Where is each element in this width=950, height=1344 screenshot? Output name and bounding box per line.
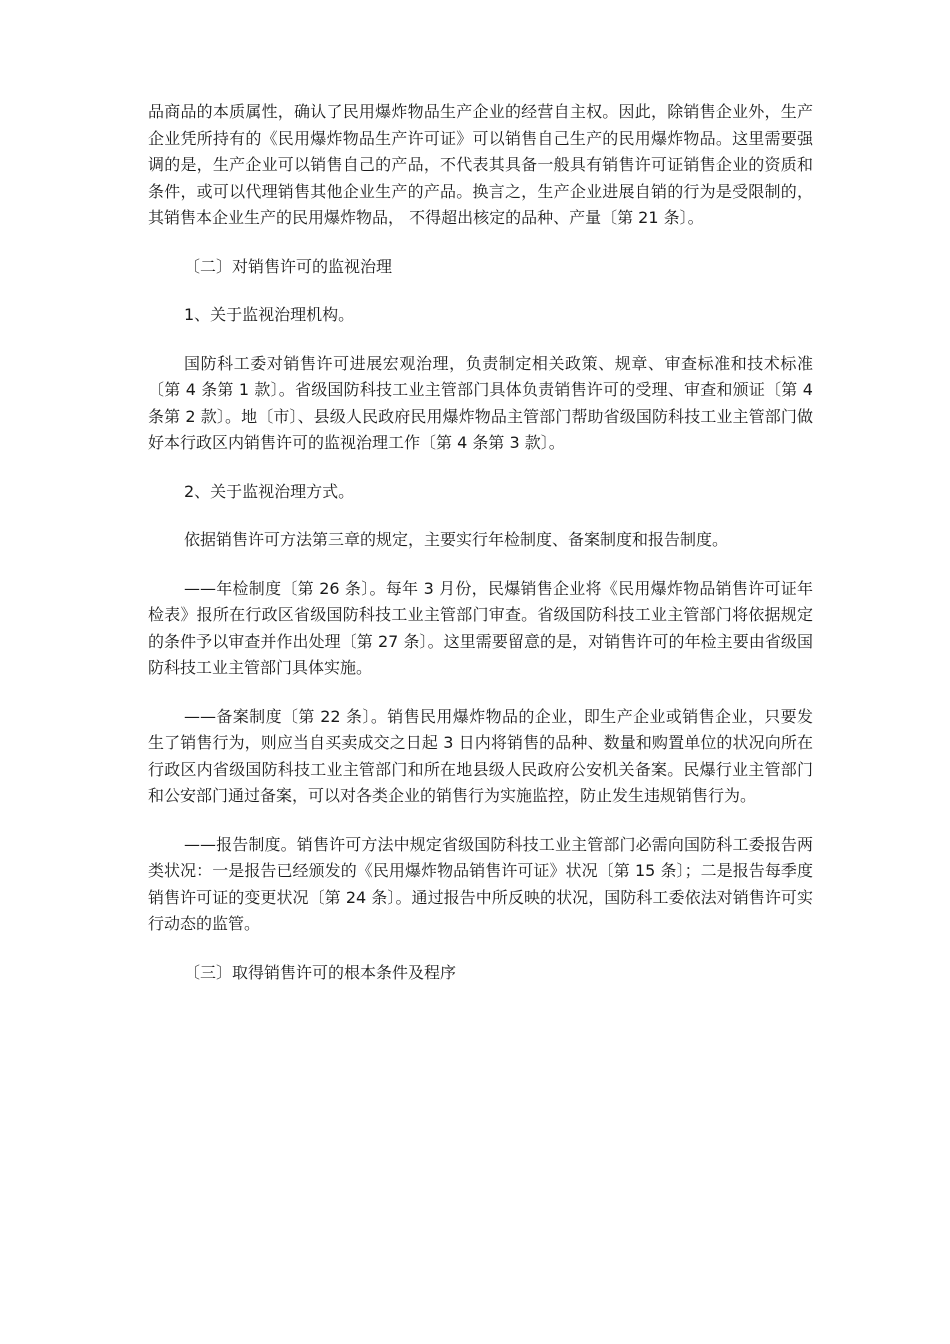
paragraph-supervision-method: 依据销售许可方法第三章的规定，主要实行年检制度、备案制度和报告制度。	[184, 530, 729, 549]
paragraph-supervision-agency: 国防科工委对销售许可进展宏观治理，负责制定相关政策、规章、审查标准和技术标准〔第 4 条第 1 款〕。省级国防科技工业主管部门具体负责销售许可的受理、审查和颁证〔第 4 条第 2 款〕。地〔市〕、县级人民政府民用爆炸物品主管部门帮助省级国防科技工业主管部门做好本行政区内销售许可的监视治理工作〔第 4 条第 3 款〕。	[148, 353, 813, 452]
section-heading-supervision: 〔二〕对销售许可的监视治理	[184, 256, 393, 276]
subheading-supervision-method: 2、关于监视治理方式。	[184, 481, 355, 501]
paragraph-reporting-system: ——报告制度。销售许可方法中规定省级国防科技工业主管部门必需向国防科工委报告两类状况：一是报告已经颁发的《民用爆炸物品销售许可证》状况〔第 15 条〕；二是报告每季度销售许可证的变更状况〔第 24 条〕。通过报告中所反映的状况，国防科工委依法对销售许可实行动态的监管。	[148, 834, 813, 933]
paragraph-filing-system: ——备案制度〔第 22 条〕。销售民用爆炸物品的企业，即生产企业或销售企业，只要发生了销售行为，则应当自买卖成交之日起 3 日内将销售的品种、数量和购置单位的状况向所在行政区内省级国防科技工业主管部门和所在地县级人民政府公安机关备案。民爆行业主管部门和公安部门通过备案，可以对各类企业的销售行为实施监控，防止发生违规销售行为。	[148, 706, 813, 805]
section-heading-conditions: 〔三〕取得销售许可的根本条件及程序	[184, 962, 457, 982]
paragraph-annual-inspection: ——年检制度〔第 26 条〕。每年 3 月份，民爆销售企业将《民用爆炸物品销售许可证年检表》报所在行政区省级国防科技工业主管部门审查。省级国防科技工业主管部门将依据规定的条件予以审查并作出处理〔第 27 条〕。这里需要留意的是，对销售许可的年检主要由省级国防科技工业主管部门具体实施。	[148, 578, 813, 677]
paragraph-continuation: 品商品的本质属性，确认了民用爆炸物品生产企业的经营自主权。因此，除销售企业外，生产企业凭所持有的《民用爆炸物品生产许可证》可以销售自己生产的民用爆炸物品。这里需要强调的是，生产企业可以销售自己的产品，不代表其具备一般具有销售许可证销售企业的资质和条件，或可以代理销售其他企业生产的产品。换言之，生产企业进展自销的行为是受限制的，其销售本企业生产的民用爆炸物品， 不得超出核定的品种、产量〔第 21 条〕。	[148, 102, 813, 227]
document-body	[148, 99, 813, 1008]
subheading-supervision-agency: 1、关于监视治理机构。	[184, 305, 355, 324]
